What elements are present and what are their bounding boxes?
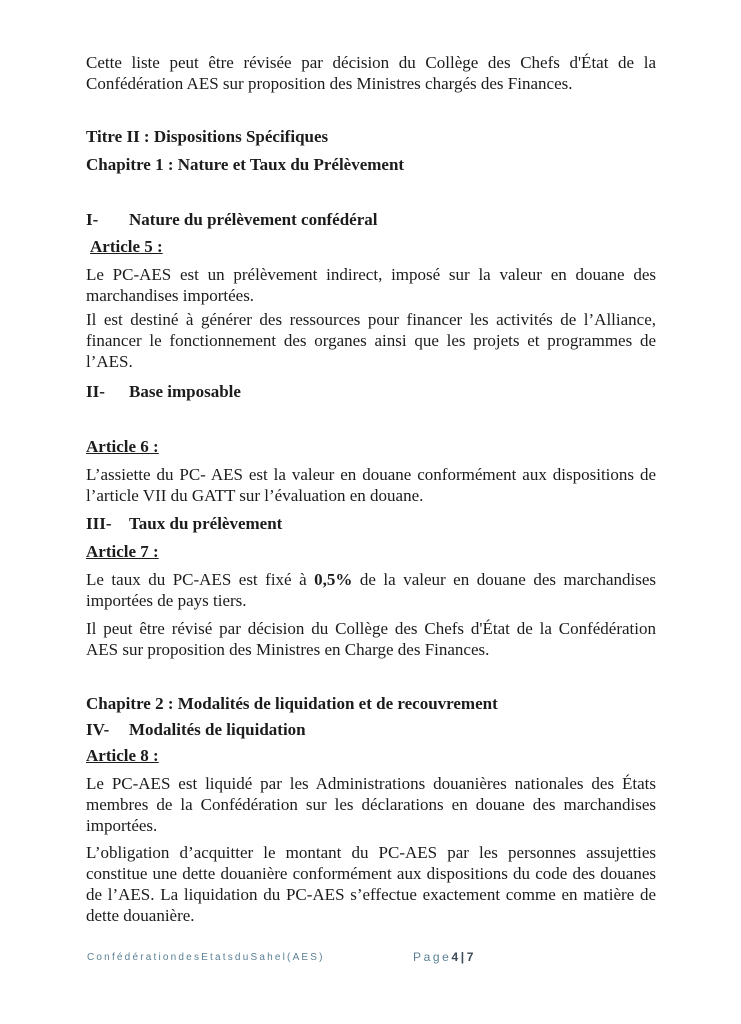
article-6-paragraph-1: L’assiette du PC- AES est la valeur en douane conformément aux dispositions de l’article VII du GATT sur l’évaluation en douane. [86, 465, 656, 505]
article-8-paragraph-1: Le PC-AES est liquidé par les Administrations douanières nationales des États membres de la Confédération sur les déclarations en douane des marchandises importées. [86, 774, 656, 835]
section-title: Base imposable [129, 382, 241, 401]
section-4-heading [86, 719, 656, 740]
chapitre-2-heading: Chapitre 2 : Modalités de liquidation et de recouvrement [86, 694, 498, 713]
section-title: Taux du prélèvement [129, 514, 283, 533]
page-label: Page [413, 950, 452, 964]
page-separator: | [460, 950, 467, 964]
page-total: 7 [466, 950, 476, 964]
article-7-label [86, 541, 656, 562]
article-8-label [86, 745, 656, 766]
section-number: II- [86, 382, 105, 401]
section-2-heading [86, 381, 656, 402]
text-run: de la valeur en douane des marchandises importées de pays tiers. [86, 570, 656, 610]
article-5-paragraph-2: Il est destiné à générer des ressources pour financer les activités de l’Alliance, financer le fonctionnement des organes ainsi que les projets et programmes de l’AES. [86, 310, 656, 371]
page-current: 4 [451, 950, 461, 964]
footer-organization: ConfédérationdesEtatsduSahel(AES) [87, 952, 325, 963]
footer-page-number [413, 950, 476, 964]
intro-paragraph: Cette liste peut être révisée par décision du Collège des Chefs d'État de la Confédération AES sur proposition des Ministres chargés des Finances. [86, 53, 656, 93]
titre-heading: Titre II : Dispositions Spécifiques [86, 127, 329, 146]
section-number: IV- [86, 720, 110, 739]
section-number: III- [86, 514, 112, 533]
article-7-paragraph-2: Il peut être révisé par décision du Collège des Chefs d'État de la Confédération AES sur proposition des Ministres en Charge des Finances. [86, 619, 656, 659]
article-5-paragraph-1: Le PC-AES est un prélèvement indirect, imposé sur la valeur en douane des marchandises importées. [86, 265, 656, 305]
article-label-text: Article 5 : [90, 237, 163, 256]
article-6-label [86, 436, 656, 457]
section-title: Modalités de liquidation [129, 720, 306, 739]
section-number: I- [86, 210, 99, 229]
article-5-label [90, 236, 660, 257]
article-7-paragraph-1 [86, 569, 656, 611]
section-title: Nature du prélèvement confédéral [129, 210, 378, 229]
article-8-paragraph-2: L’obligation d’acquitter le montant du PC-AES par les personnes assujetties constitue une dette douanière conformément aux dispositions du code des douanes de l’AES. La liquidation du PC-AES s’effectue exactement comme en matière de dette douanière. [86, 843, 656, 925]
section-3-heading [86, 513, 656, 534]
text-run: Le taux du PC-AES est fixé à [86, 570, 315, 589]
chapitre-1-heading: Chapitre 1 : Nature et Taux du Prélèvement [86, 155, 405, 174]
article-label-text: Article 7 : [86, 542, 159, 561]
article-label-text: Article 6 : [86, 437, 159, 456]
article-label-text: Article 8 : [86, 746, 159, 765]
section-1-heading [86, 209, 656, 230]
rate-value: 0,5% [314, 570, 353, 589]
